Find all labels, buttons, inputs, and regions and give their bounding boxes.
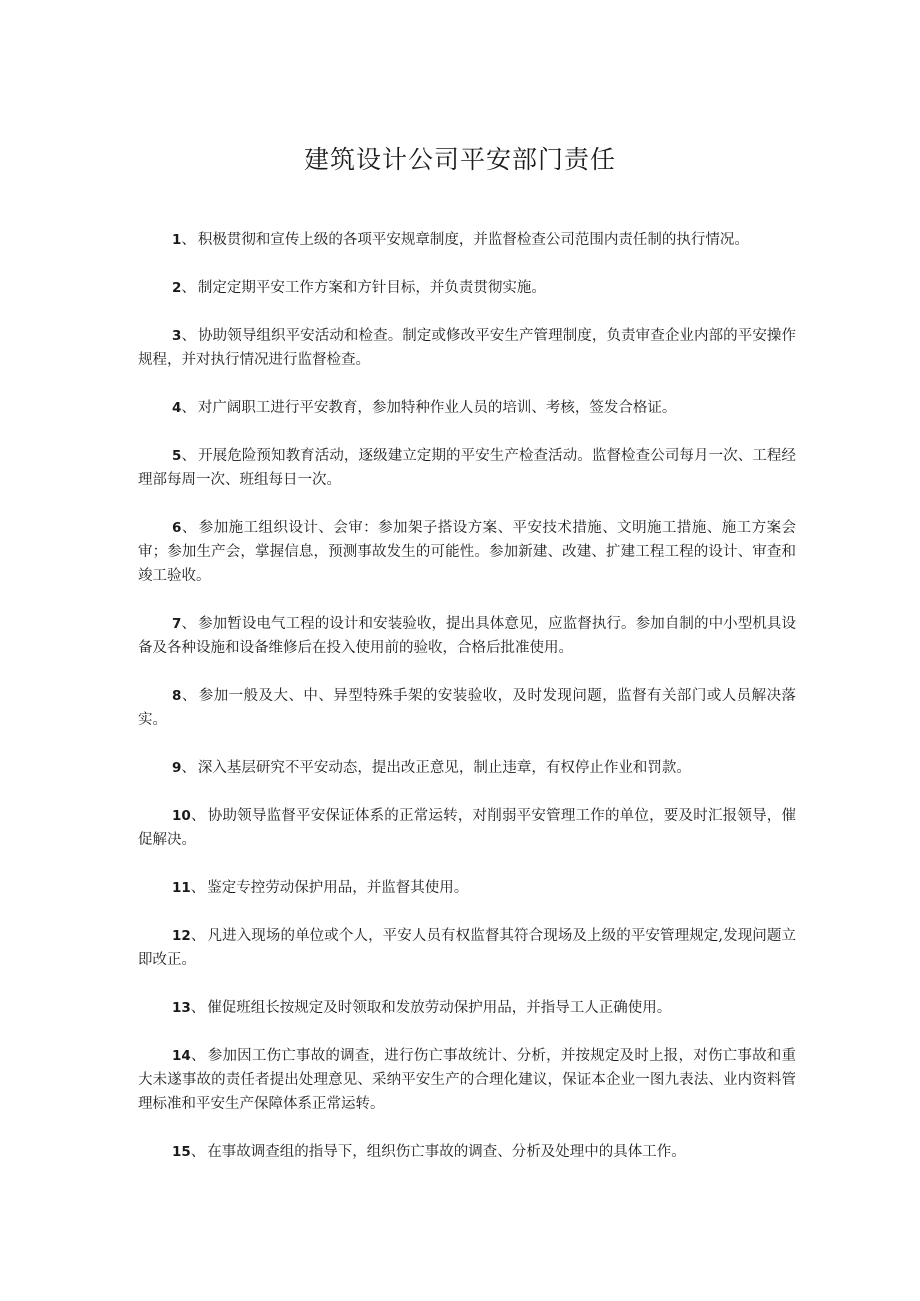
item-text: 催促班组长按规定及时领取和发放劳动保护用品，并指导工人正确使用。 <box>207 1000 672 1016</box>
item-number: 15 <box>172 1144 191 1160</box>
document-title: 建筑设计公司平安部门责任 <box>303 145 616 174</box>
item-text: 协助领导监督平安保证体系的正常运转，对削弱平安管理工作的单位，要及时汇报领导，催促解决。 <box>138 808 797 848</box>
item-text: 参加一般及大、中、异型特殊手架的安装验收，及时发现问题，监督有关部门或人员解决落实。 <box>138 688 797 728</box>
list-item <box>138 1140 796 1164</box>
item-number: 11 <box>172 880 191 896</box>
list-item <box>138 756 796 780</box>
list-item <box>138 228 796 252</box>
item-number: 9 <box>172 760 182 776</box>
item-separator: 、 <box>181 280 196 296</box>
item-number: 2 <box>172 280 182 296</box>
list-item <box>138 444 796 492</box>
item-separator: 、 <box>181 520 197 536</box>
list-item <box>138 684 796 732</box>
item-text: 参加因工伤亡事故的调查，进行伤亡事故统计、分析，并按规定及时上报，对伤亡事故和重大未遂事故的责任者提出处理意见、采纳平安生产的合理化建议，保证本企业一图九表法、业内资料管理标准和平安生产保障体系正常运转。 <box>138 1048 797 1112</box>
item-separator: 、 <box>181 400 196 416</box>
item-separator: 、 <box>181 232 196 248</box>
list-item <box>138 804 796 852</box>
item-separator: 、 <box>181 688 197 704</box>
list-item <box>138 1044 796 1116</box>
item-separator: 、 <box>190 1000 206 1016</box>
item-number: 1 <box>172 232 182 248</box>
list-item <box>138 924 796 972</box>
item-number: 7 <box>172 616 182 632</box>
item-number: 12 <box>172 928 191 944</box>
item-text: 凡进入现场的单位或个人，平安人员有权监督其符合现场及上级的平安管理规定,发现问题立即改正。 <box>138 928 797 968</box>
item-separator: 、 <box>190 808 206 824</box>
item-text: 鉴定专控劳动保护用品，并监督其使用。 <box>207 880 469 896</box>
item-separator: 、 <box>181 760 196 776</box>
item-separator: 、 <box>190 1048 206 1064</box>
item-separator: 、 <box>181 616 197 632</box>
item-text: 开展危险预知教育活动，逐级建立定期的平安生产检查活动。监督检查公司每月一次、工程经理部每周一次、班组每日一次。 <box>138 448 796 488</box>
item-separator: 、 <box>190 1144 206 1160</box>
item-text: 深入基层研究不平安动态，提出改正意见，制止违章，有权停止作业和罚款。 <box>197 760 691 776</box>
responsibility-list <box>138 228 796 1188</box>
item-text: 在事故调查组的指导下，组织伤亡事故的调查、分析及处理中的具体工作。 <box>207 1144 686 1160</box>
item-separator: 、 <box>190 928 206 944</box>
item-text: 协助领导组织平安活动和检查。制定或修改平安生产管理制度，负责审查企业内部的平安操作规程，并对执行情况进行监督检查。 <box>138 328 796 368</box>
item-number: 10 <box>172 808 191 824</box>
item-number: 14 <box>172 1048 191 1064</box>
item-text: 积极贯彻和宣传上级的各项平安规章制度，并监督检查公司范围内责任制的执行情况。 <box>197 232 749 248</box>
list-item <box>138 876 796 900</box>
list-item <box>138 396 796 420</box>
list-item <box>138 996 796 1020</box>
list-item <box>138 516 796 588</box>
item-text: 制定定期平安工作方案和方针目标，并负责贯彻实施。 <box>197 280 546 296</box>
item-number: 6 <box>172 520 182 536</box>
item-number: 13 <box>172 1000 191 1016</box>
item-text: 参加施工组织设计、会审：参加架子搭设方案、平安技术措施、文明施工措施、施工方案会审；参加生产会，掌握信息，预测事故发生的可能性。参加新建、改建、扩建工程工程的设计、审查和竣工验收。 <box>138 520 797 584</box>
item-text: 对广阔职工进行平安教育，参加特种作业人员的培训、考核，签发合格证。 <box>197 400 677 416</box>
list-item <box>138 324 796 372</box>
item-number: 4 <box>172 400 182 416</box>
item-text: 参加暂设电气工程的设计和安装验收，提出具体意见，应监督执行。参加自制的中小型机具设备及各种设施和设备维修后在投入使用前的验收，合格后批准使用。 <box>138 616 796 656</box>
list-item <box>138 276 796 300</box>
item-separator: 、 <box>190 880 206 896</box>
item-separator: 、 <box>181 448 197 464</box>
item-separator: 、 <box>181 328 197 344</box>
item-number: 8 <box>172 688 182 704</box>
list-item <box>138 612 796 660</box>
item-number: 5 <box>172 448 182 464</box>
item-number: 3 <box>172 328 182 344</box>
